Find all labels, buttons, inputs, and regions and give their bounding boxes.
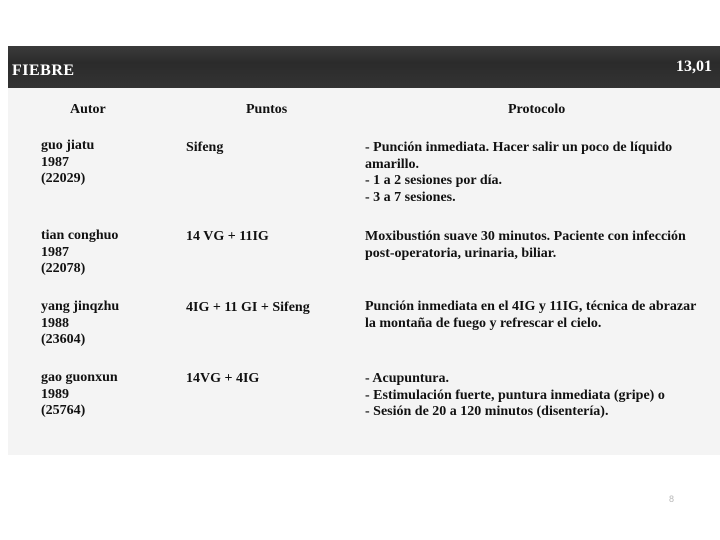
row-2-autor-year: 1987 [41,244,69,260]
row-1-autor-year: 1987 [41,154,69,170]
document-title: FIEBRE [12,62,75,79]
row-1-autor-ref: (22029) [41,171,86,186]
column-header-autor: Autor [70,102,106,117]
row-4-autor-year: 1989 [41,386,69,402]
row-1-autor [41,138,94,188]
column-header-puntos: Puntos [246,102,288,117]
row-4-autor-ref: (25764) [41,403,86,418]
row-2-protocolo [365,229,686,262]
column-header-protocolo: Protocolo [508,102,566,117]
row-4-protocolo-line: - Estimulación fuerte, puntura inmediata (gripe) o [365,387,665,403]
row-1-autor-name: guo jiatu [41,138,95,153]
row-2-protocolo-line: Moxibustión suave 30 minutos. Paciente con infección [365,229,686,244]
row-3-autor-ref: (23604) [41,332,86,347]
row-3-autor-name: yang jinqzhu [41,299,120,314]
row-2-autor [41,228,118,278]
row-1-protocolo-line: - 1 a 2 sesiones por día. [365,173,503,188]
row-4-protocolo-line: - Acupuntura. [365,371,450,386]
row-2-protocolo-line: post-operatoria, urinaria, biliar. [365,245,557,261]
row-2-autor-name: tian conghuo [41,228,119,243]
row-1-puntos: Sifeng [186,140,224,155]
row-3-autor-year: 1988 [41,315,69,331]
title-bar [8,46,720,88]
row-4-protocolo [365,371,665,421]
row-3-protocolo [365,299,696,332]
document-code: 13,01 [676,58,712,75]
row-2-autor-ref: (22078) [41,261,86,276]
row-1-protocolo-line: - 3 a 7 sesiones. [365,189,456,205]
scanned-document [8,46,720,455]
row-4-autor-name: gao guonxun [41,370,118,385]
slide-page-number: 8 [669,494,675,504]
row-3-autor [41,299,119,349]
row-3-protocolo-line: la montaña de fuego y refrescar el cielo. [365,315,602,331]
row-4-protocolo-line: - Sesión de 20 a 120 minutos (disentería). [365,404,609,419]
row-1-protocolo-line: - Punción inmediata. Hacer salir un poco de líquido [365,140,673,155]
row-1-protocolo-line: amarillo. [365,156,420,172]
row-1-protocolo [365,140,672,206]
row-4-autor [41,370,118,420]
row-3-puntos: 4IG + 11 GI + Sifeng [186,300,310,315]
row-4-puntos: 14VG + 4IG [186,371,260,386]
row-2-puntos: 14 VG + 11IG [186,229,269,244]
row-3-protocolo-line: Punción inmediata en el 4IG y 11IG, técnica de abrazar [365,299,697,314]
